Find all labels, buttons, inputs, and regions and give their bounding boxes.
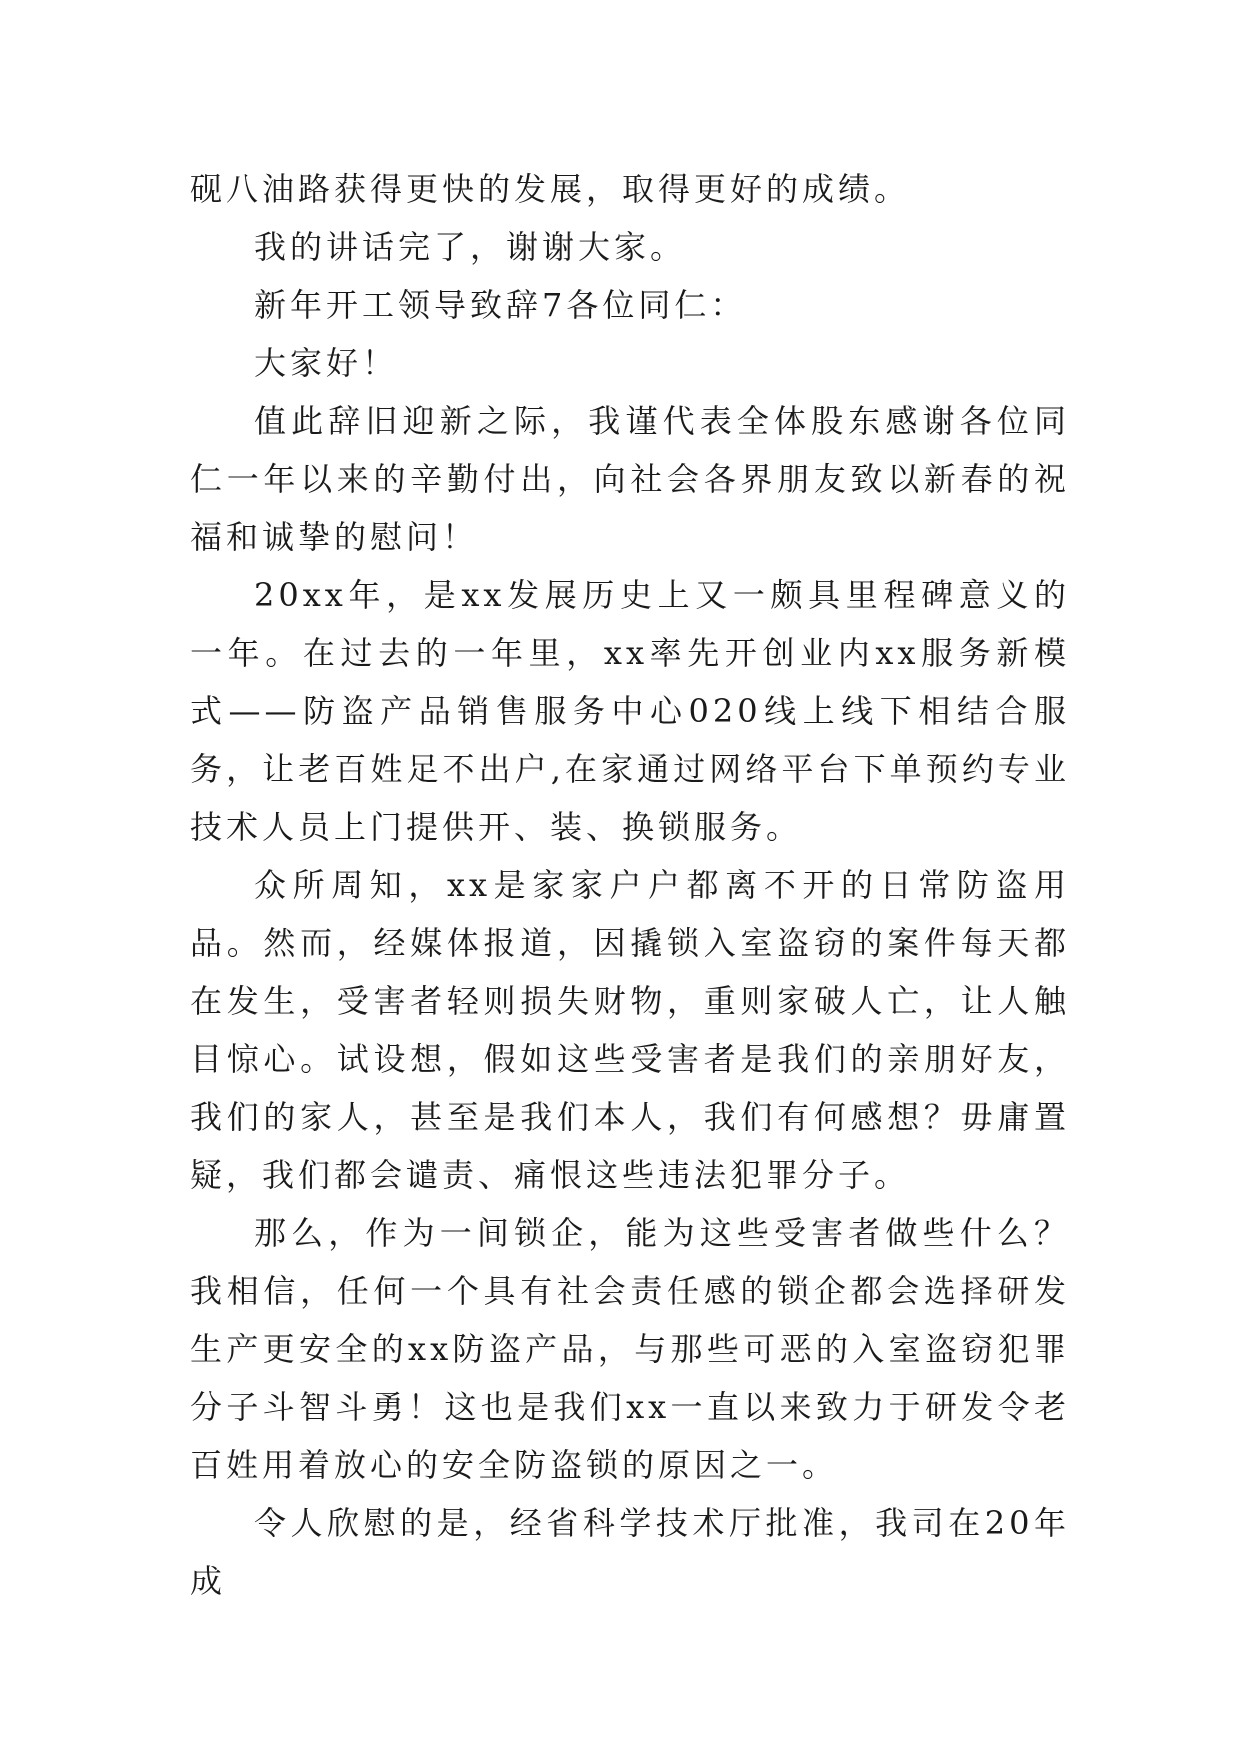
paragraph: 大家好！	[254, 344, 399, 382]
paragraph: 我的讲话完了，谢谢大家。	[254, 228, 687, 266]
paragraph: 砚八油路获得更快的发展，取得更好的成绩。	[190, 170, 911, 208]
paragraph: 众所周知，xx是家家户户都离不开的日常防盗用品。然而，经媒体报道，因撬锁入室盗窃的案件每天都在发生，受害者轻则损失财物，重则家破人亡，让人触目惊心。试设想，假如这些受害者是我们的亲朋好友，我们的家人，甚至是我们本人，我们有何感想？毋庸置疑，我们都会谴责、痛恨这些违法犯罪分子。	[190, 866, 1070, 1194]
document-body	[190, 160, 1070, 1610]
paragraph: 新年开工领导致辞7各位同仁：	[254, 286, 747, 324]
paragraph: 值此辞旧迎新之际，我谨代表全体股东感谢各位同仁一年以来的辛勤付出，向社会各界朋友致以新春的祝福和诚挚的慰问！	[190, 402, 1070, 556]
paragraph: 20xx年，是xx发展历史上又一颇具里程碑意义的一年。在过去的一年里，xx率先开创业内xx服务新模式——防盗产品销售服务中心020线上线下相结合服务，让老百姓足不出户,在家通过网络平台下单预约专业技术人员上门提供开、装、换锁服务。	[190, 576, 1070, 846]
paragraph: 那么，作为一间锁企，能为这些受害者做些什么？我相信，任何一个具有社会责任感的锁企都会选择研发生产更安全的xx防盗产品，与那些可恶的入室盗窃犯罪分子斗智斗勇！这也是我们xx一直以来致力于研发令老百姓用着放心的安全防盗锁的原因之一。	[190, 1214, 1070, 1484]
paragraph: 令人欣慰的是，经省科学技术厅批准，我司在20年成	[190, 1504, 1070, 1600]
